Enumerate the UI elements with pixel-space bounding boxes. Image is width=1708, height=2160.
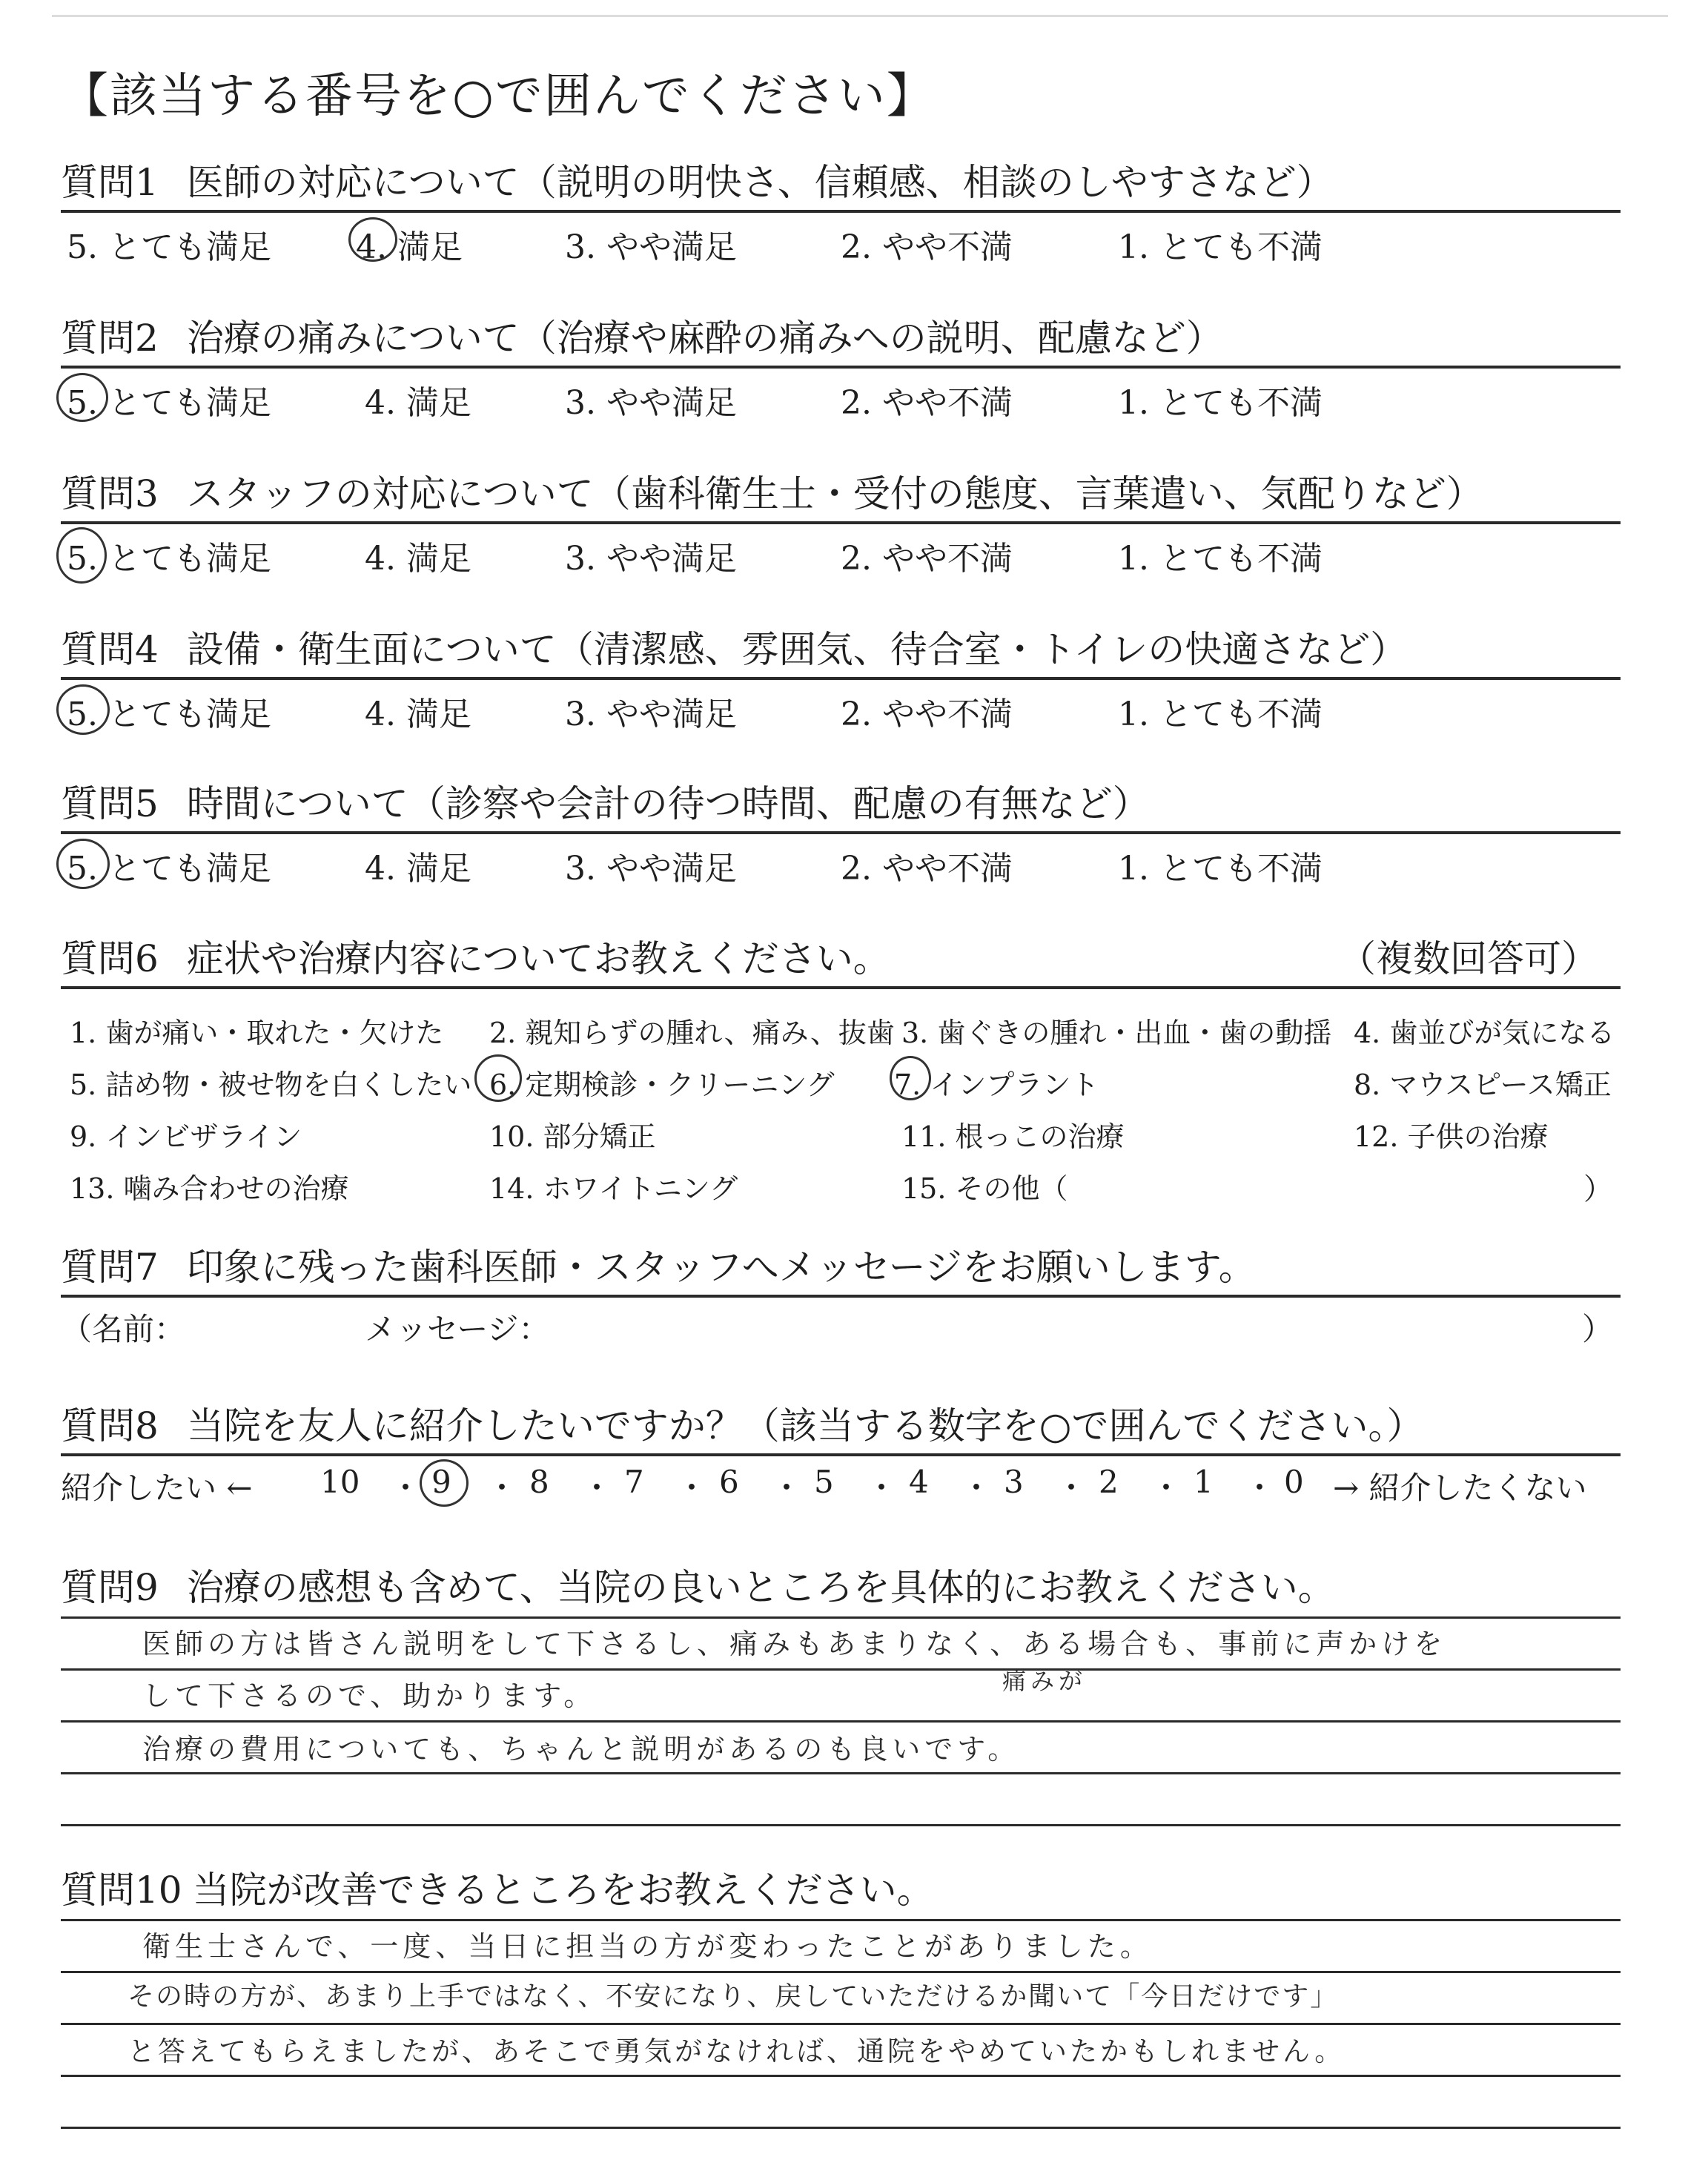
scale-4[interactable]: 4: [909, 1464, 929, 1500]
treatment-option-3[interactable]: 3. 歯ぐきの腫れ・出血・歯の動揺: [901, 1017, 1332, 1049]
selection-circle: [56, 839, 110, 889]
question-7-block: [61, 1244, 1621, 1350]
question-text: 印象に残った歯科医師・スタッフへメッセージをお願いします。: [186, 1246, 1256, 1289]
selection-circle: [56, 527, 107, 584]
treatment-option-7[interactable]: 7. インプラント: [894, 1069, 1099, 1101]
question-number: 質問7: [61, 1246, 159, 1289]
q9-answer-area[interactable]: [61, 1611, 1621, 1877]
option-1[interactable]: 1. とても不満: [1118, 696, 1323, 733]
treatment-option-4[interactable]: 4. 歯並びが気になる: [1354, 1017, 1615, 1049]
option-1[interactable]: 1. とても不満: [1118, 850, 1323, 888]
question-text: 当院を友人に紹介したいですか？（該当する数字を○で囲んでください。）: [186, 1404, 1424, 1447]
scale-separator: ・: [771, 1470, 803, 1506]
option-5[interactable]: 5. とても満足: [67, 540, 271, 578]
question-1-block: [61, 159, 1621, 266]
question-3-block: [61, 471, 1621, 578]
message-label: メッセージ：: [365, 1311, 550, 1347]
answer-line: [61, 1824, 1621, 1826]
answer-line: [61, 1720, 1621, 1723]
option-4[interactable]: 4. 満足: [365, 696, 471, 733]
option-5[interactable]: 5. とても満足: [67, 696, 271, 733]
option-2[interactable]: 2. やや不満: [841, 696, 1013, 733]
option-2[interactable]: 2. やや不満: [841, 850, 1013, 888]
selection-circle: [348, 217, 397, 262]
treatment-option-2[interactable]: 2. 親知らずの腫れ、痛み、抜歯: [489, 1017, 895, 1049]
scale-8[interactable]: 8: [529, 1464, 549, 1500]
handwritten-answer-line-2: して下さるので、助かります。: [142, 1680, 597, 1712]
question-1-title: [61, 159, 1621, 205]
question-6-block: [61, 936, 1621, 1204]
scale-separator: ・: [1244, 1470, 1276, 1506]
option-5[interactable]: 5. とても満足: [67, 228, 271, 266]
question-number: 質問3: [61, 472, 159, 515]
option-4[interactable]: 4. 満足: [365, 384, 471, 422]
treatment-option-8[interactable]: 8. マウスピース矯正: [1354, 1069, 1612, 1101]
treatment-option-1[interactable]: 1. 歯が痛い・取れた・欠けた: [70, 1017, 444, 1049]
recommend-right-label: → 紹介したくない: [1333, 1470, 1587, 1506]
recommend-scale: [61, 1456, 1621, 1508]
scale-separator: ・: [581, 1470, 613, 1506]
option-3[interactable]: 3. やや満足: [565, 696, 737, 733]
rating-options: [61, 213, 1621, 266]
question-number: 質問2: [61, 317, 159, 360]
treatment-option-15[interactable]: 15. その他（: [901, 1172, 1068, 1205]
option-4[interactable]: 4. 満足: [365, 540, 471, 578]
option-3[interactable]: 3. やや満足: [565, 384, 737, 422]
question-number: 質問10: [61, 1869, 182, 1912]
message-field-row: [61, 1298, 1621, 1350]
selection-circle-6: [474, 1054, 522, 1102]
question-number: 質問8: [61, 1404, 159, 1447]
question-10-title: [61, 1867, 1621, 1913]
question-text: 医師の対応について（説明の明快さ、信頼感、相談のしやすさなど）: [186, 161, 1334, 204]
top-border-line: [52, 15, 1668, 17]
question-10-block: [61, 1867, 1621, 2150]
treatment-option-6[interactable]: 6. 定期検診・クリーニング: [489, 1069, 835, 1101]
scale-separator: ・: [1151, 1470, 1182, 1506]
treatment-options-grid: [61, 989, 1621, 1204]
question-text: 治療の感想も含めて、当院の良いところを具体的にお教えください。: [186, 1566, 1335, 1609]
rating-options: [61, 834, 1621, 888]
option-2[interactable]: 2. やや不満: [841, 384, 1013, 422]
question-number: 質問6: [61, 937, 159, 980]
handwritten-answer-line-2: その時の方が、あまり上手ではなく、不安になり、戻していただけるか聞いて「今日だけです」: [128, 1981, 1339, 2012]
question-8-block: [61, 1403, 1621, 1508]
selection-circle: [56, 373, 108, 422]
scale-separator: ・: [961, 1470, 993, 1506]
treatment-option-9[interactable]: 9. インビザライン: [70, 1120, 302, 1153]
option-1[interactable]: 1. とても不満: [1118, 228, 1323, 266]
option-2[interactable]: 2. やや不満: [841, 228, 1013, 266]
treatment-option-5[interactable]: 5. 詰め物・被せ物を白くしたい: [70, 1069, 472, 1101]
answer-line: [61, 2127, 1621, 2129]
q10-answer-area[interactable]: [61, 1913, 1621, 2150]
option-3[interactable]: 3. やや満足: [565, 850, 737, 888]
question-5-title: [61, 781, 1621, 827]
other-close-paren: ）: [1583, 1172, 1613, 1206]
treatment-option-10[interactable]: 10. 部分矯正: [489, 1120, 656, 1153]
handwritten-insert: 痛みが: [1002, 1667, 1088, 1695]
question-4-block: [61, 627, 1621, 733]
scale-separator: ・: [1056, 1470, 1088, 1506]
scale-1[interactable]: 1: [1194, 1464, 1214, 1500]
scale-separator: ・: [390, 1470, 422, 1506]
question-8-title: [61, 1403, 1621, 1449]
question-4-title: [61, 627, 1621, 673]
selection-circle: [56, 684, 110, 735]
handwritten-answer-line-3: 治療の費用についても、ちゃんと説明があるのも良いです。: [142, 1733, 1021, 1766]
question-2-title: [61, 315, 1621, 361]
treatment-option-14[interactable]: 14. ホワイトニング: [489, 1172, 738, 1205]
answer-line: [61, 1772, 1621, 1774]
answer-line: [61, 1668, 1621, 1671]
question-3-title: [61, 471, 1621, 517]
scale-separator: ・: [676, 1470, 708, 1506]
option-1[interactable]: 1. とても不満: [1118, 540, 1323, 578]
question-number: 質問4: [61, 628, 159, 671]
selection-circle: [420, 1459, 469, 1507]
question-text: 治療の痛みについて（治療や麻酔の痛みへの説明、配慮など）: [186, 317, 1223, 360]
name-label: （名前：: [61, 1311, 186, 1347]
question-text: 症状や治療内容についてお教えください。: [186, 937, 890, 980]
question-text: スタッフの対応について（歯科衛生士・受付の態度、言葉遣い、気配りなど）: [186, 472, 1483, 515]
handwritten-answer-line-3: と答えてもらえましたが、あそこで勇気がなければ、通院をやめていたかもしれません。: [128, 2035, 1345, 2067]
rating-options: [61, 524, 1621, 578]
treatment-option-12[interactable]: 12. 子供の治療: [1354, 1120, 1549, 1153]
option-3[interactable]: 3. やや満足: [565, 228, 737, 266]
question-9-title: [61, 1565, 1621, 1611]
multiple-answers-note: （複数回答可）: [1339, 937, 1598, 980]
scale-separator: ・: [866, 1470, 898, 1506]
question-7-title: [61, 1244, 1621, 1290]
scale-9[interactable]: 9: [431, 1464, 451, 1500]
question-6-title: [61, 936, 1621, 982]
treatment-option-11[interactable]: 11. 根っこの治療: [901, 1120, 1125, 1153]
survey-instruction-header: 【該当する番号を○で囲んでください】: [61, 69, 936, 124]
option-3[interactable]: 3. やや満足: [565, 540, 737, 578]
scale-5[interactable]: 5: [814, 1464, 834, 1500]
question-number: 質問9: [61, 1566, 159, 1609]
question-number: 質問1: [61, 161, 159, 204]
question-5-block: [61, 781, 1621, 888]
answer-line: [61, 2023, 1621, 2025]
scale-10[interactable]: 10: [320, 1464, 360, 1500]
question-text: 設備・衛生面について（清潔感、雰囲気、待合室・トイレの快適さなど）: [186, 628, 1408, 671]
question-text: 当院が改善できるところをお教えください。: [192, 1869, 934, 1912]
scale-6[interactable]: 6: [719, 1464, 739, 1500]
selection-circle-7: [890, 1056, 931, 1100]
answer-line: [61, 1919, 1621, 1921]
question-text: 時間について（診察や会計の待つ時間、配慮の有無など）: [186, 782, 1150, 825]
rating-options: [61, 369, 1621, 422]
option-5[interactable]: 5. とても満足: [67, 384, 271, 422]
handwritten-answer-line-1: 医師の方は皆さん説明をして下さるし、痛みもあまりなく、ある場合も、事前に声かけを: [142, 1628, 1447, 1660]
question-9-block: [61, 1565, 1621, 1877]
treatment-option-13[interactable]: 13. 噛み合わせの治療: [70, 1172, 349, 1205]
recommend-left-label: 紹介したい ←: [61, 1470, 253, 1506]
scale-3[interactable]: 3: [1004, 1464, 1024, 1500]
option-1[interactable]: 1. とても不満: [1118, 384, 1323, 422]
option-4[interactable]: 4. 満足: [356, 228, 463, 266]
scale-2[interactable]: 2: [1099, 1464, 1119, 1500]
option-4[interactable]: 4. 満足: [365, 850, 471, 888]
message-close-paren: ）: [1581, 1311, 1613, 1347]
question-number: 質問5: [61, 782, 159, 825]
answer-line: [61, 2075, 1621, 2077]
option-5[interactable]: 5. とても満足: [67, 850, 271, 888]
answer-line: [61, 1971, 1621, 1973]
rating-options: [61, 680, 1621, 733]
handwritten-answer-line-1: 衛生士さんで、一度、当日に担当の方が変わったことがありました。: [142, 1930, 1153, 1963]
option-2[interactable]: 2. やや不満: [841, 540, 1013, 578]
question-2-block: [61, 315, 1621, 422]
scale-separator: ・: [486, 1470, 518, 1506]
scale-7[interactable]: 7: [624, 1464, 644, 1500]
answer-line: [61, 1616, 1621, 1619]
scale-0[interactable]: 0: [1284, 1464, 1304, 1500]
